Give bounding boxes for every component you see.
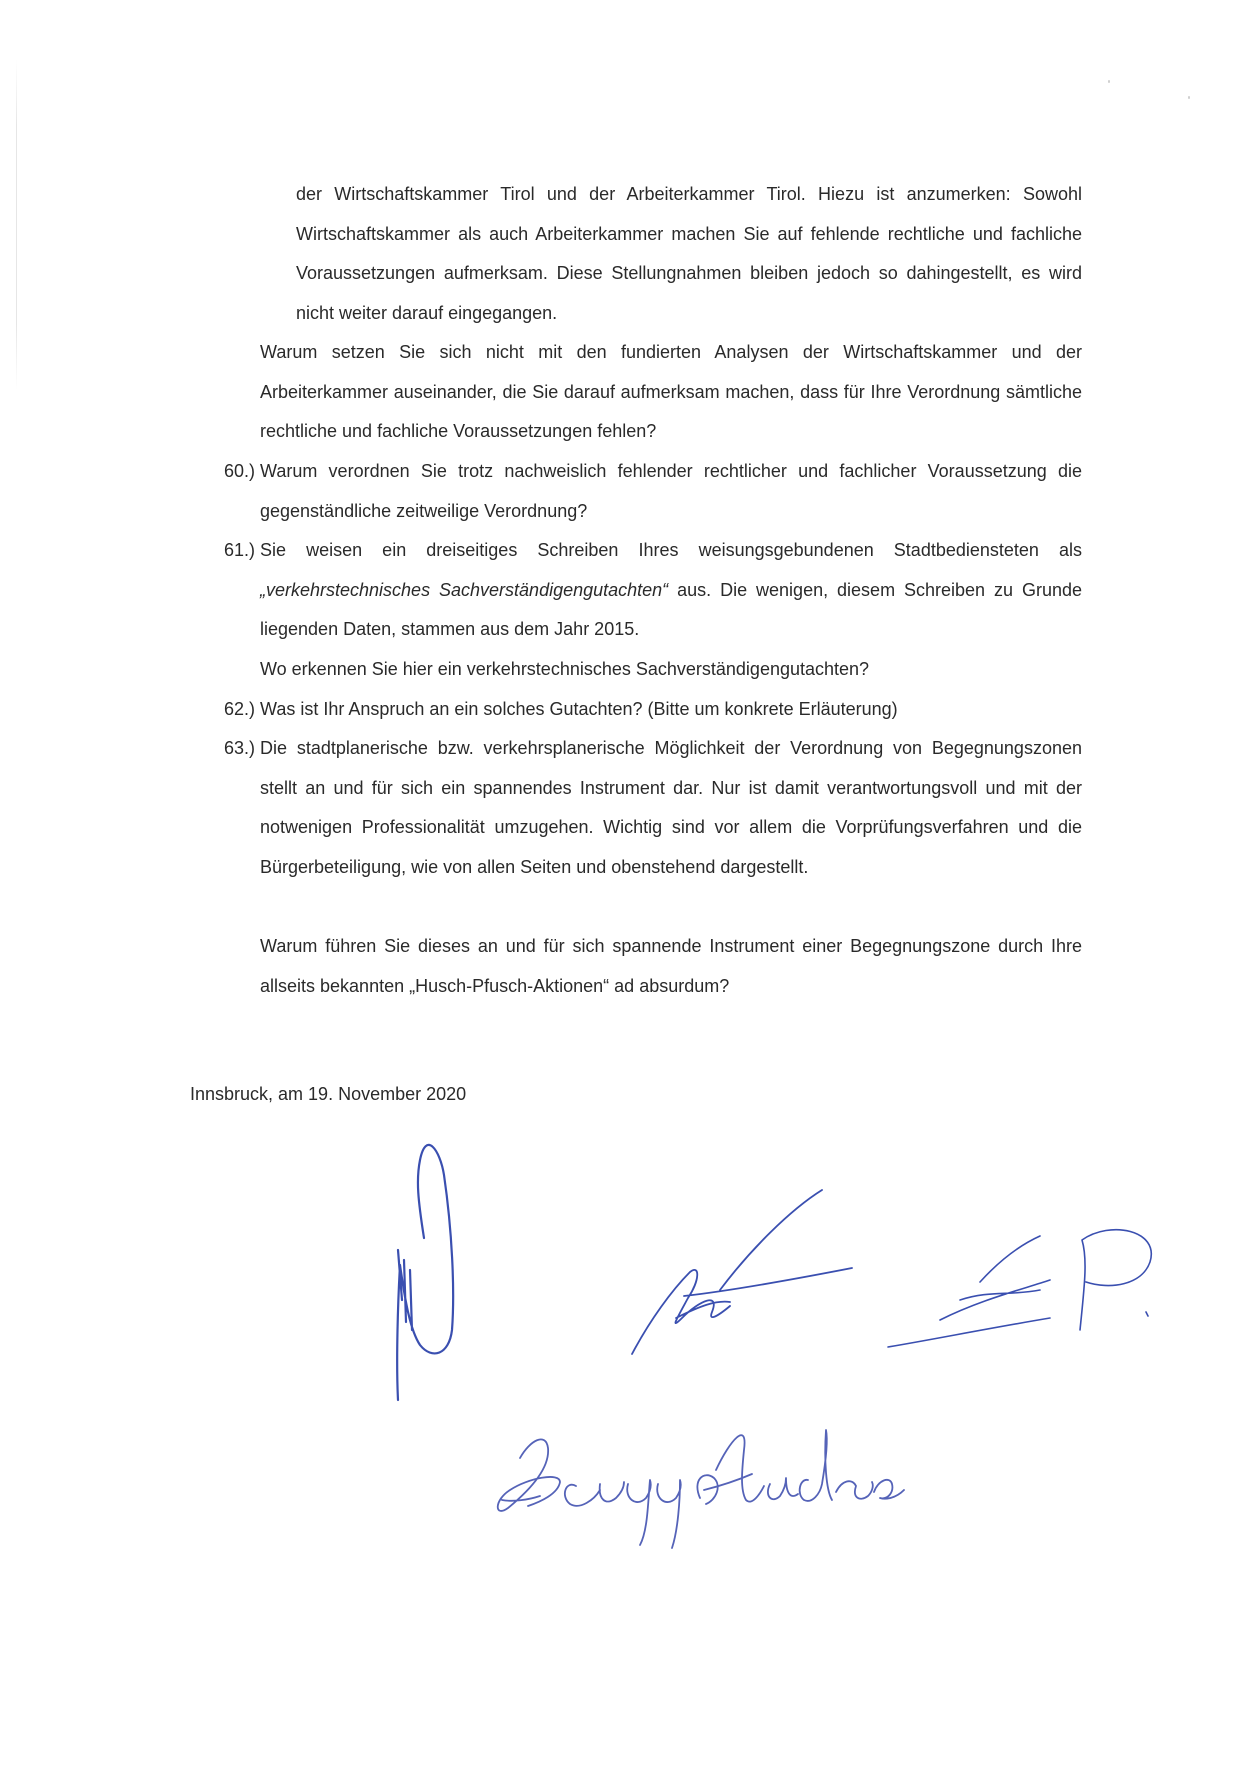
item-61-number: 61.) — [224, 540, 256, 560]
item-60-text: Warum verordnen Sie trotz nachweislich fehlender rechtlicher und fachlicher Voraussetzung die gegenständliche zeitweilige Verordnung? — [260, 461, 1082, 521]
question-59-paragraph: Warum setzen Sie sich nicht mit den fundierten Analysen der Wirtschaftskammer und der Arbeiterkammer auseinander, die Sie darauf aufmerksam machen, dass für Ihre Verordnung sämtliche rechtliche und fachliche Voraussetzungen fehlen? — [260, 342, 1082, 441]
signature-1 — [397, 1145, 453, 1400]
item-62-text: Was ist Ihr Anspruch an ein solches Gutachten? (Bitte um konkrete Erläuterung) — [260, 699, 898, 719]
handwritten-name — [498, 1430, 904, 1548]
item-63-number: 63.) — [224, 738, 256, 758]
continuation-paragraph: der Wirtschaftskammer Tirol und der Arbeiterkammer Tirol. Hiezu ist anzumerken: Sowohl Wirtschaftskammer als auch Arbeiterkammer machen Sie auf fehlende rechtliche und fachliche Voraussetzungen aufmerksam. Diese Stellungnahmen bleiben jedoch so dahingestellt, es wird nicht weiter darauf eingegangen. — [296, 184, 1082, 323]
item-60-number: 60.) — [224, 461, 256, 481]
item-61-quoted-title: „verkehrstechnisches Sachverständigengutachten“ — [260, 579, 669, 600]
signature-2 — [632, 1190, 852, 1354]
item-61-text-after: aus. Die wenigen, diesem Schreiben zu Grunde liegenden Daten, stammen aus dem Jahr 2015. — [260, 579, 1082, 639]
item-61-question: Wo erkennen Sie hier ein verkehrstechnisches Sachverständigengutachten? — [260, 659, 870, 679]
signature-3 — [888, 1230, 1151, 1347]
place-and-date: Innsbruck, am 19. November 2020 — [190, 1084, 467, 1104]
item-62-number: 62.) — [224, 699, 256, 719]
item-61-text-before: Sie weisen ein dreiseitiges Schreiben Ihres weisungsgebundenen Stadtbediensteten als — [260, 540, 1082, 560]
item-63-text: Die stadtplanerische bzw. verkehrsplanerische Möglichkeit der Verordnung von Begegnungszonen stellt an und für sich ein spannendes Instrument dar. Nur ist damit verantwortungsvoll und mit der notwenigen Professionalität umzugehen. Wichtig sind vor allem die Vorprüfungsverfahren und die Bürgerbeteiligung, wie von allen Seiten und obenstehend dargestellt. — [260, 738, 1082, 877]
item-63-question: Warum führen Sie dieses an und für sich spannende Instrument einer Begegnungszone durch Ihre allseits bekannten „Husch-Pfusch-Aktionen“ ad absurdum? — [260, 936, 1082, 996]
